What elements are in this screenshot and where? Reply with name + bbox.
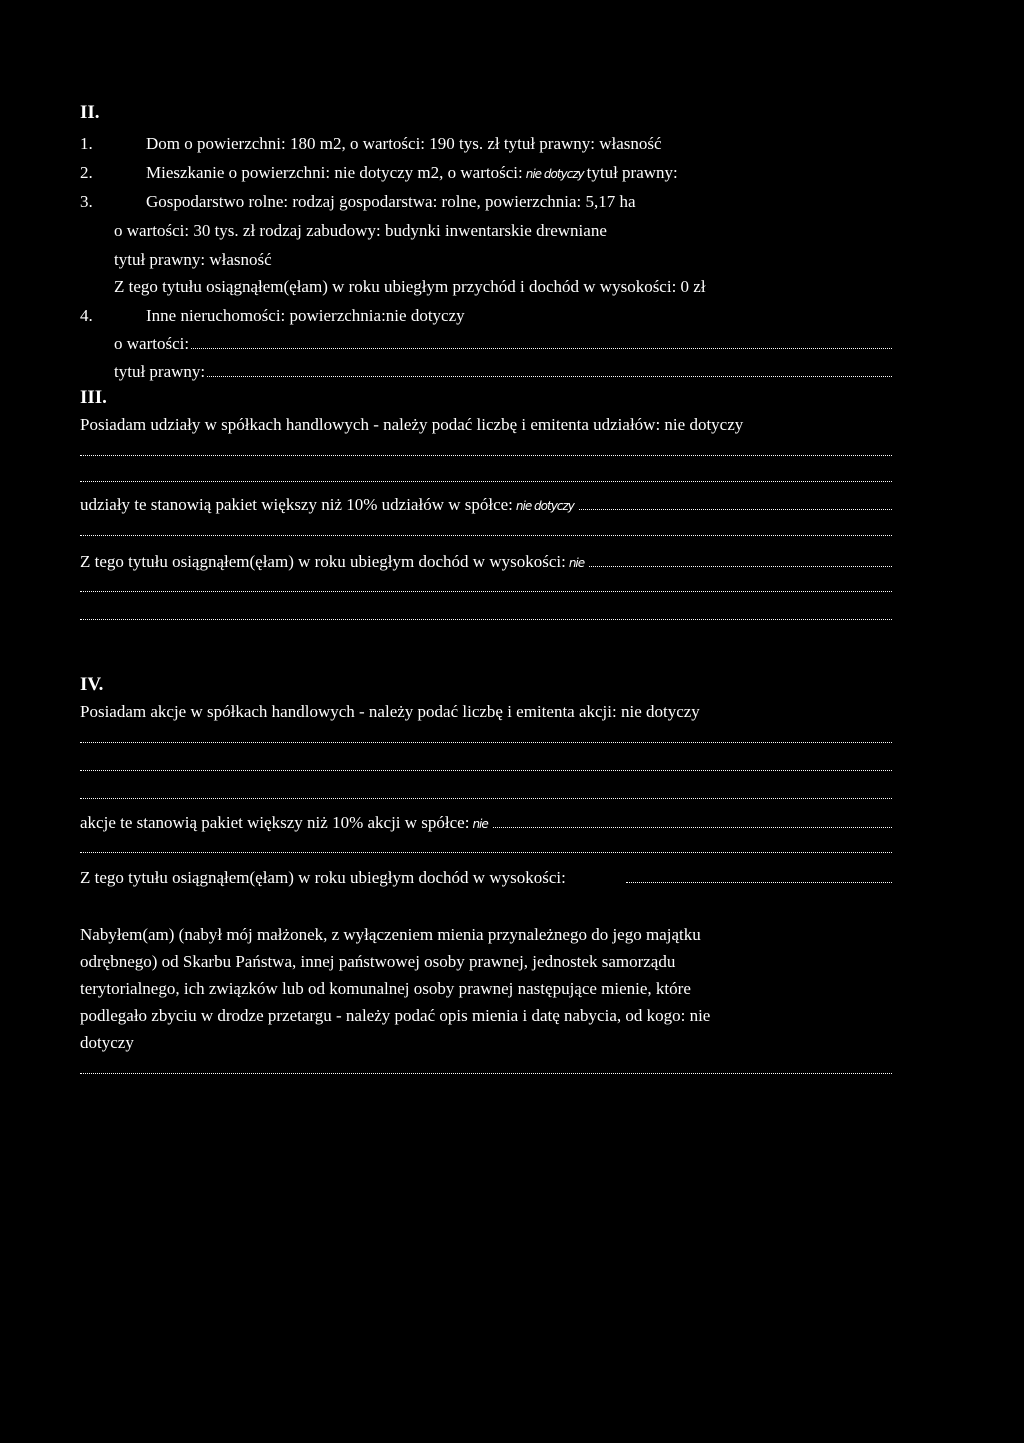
item-number: 4.: [80, 306, 93, 325]
item-text: Dom o powierzchni: 180 m2, o wartości: 190 tys. zł tytuł prawny: własność: [146, 134, 662, 153]
item-house: [80, 133, 892, 155]
dotted-leader: [191, 333, 892, 349]
dotted-line: [80, 619, 892, 620]
dotted-line: [80, 1073, 892, 1074]
handwritten-entry: nie: [568, 556, 585, 570]
handwritten-entry: nie dotyczy: [525, 167, 584, 181]
item-other-property: [80, 305, 892, 327]
farm-income-line: Z tego tytułu osiągnąłem(ęłam) w roku ubiegłym przychód i dochód w wysokości: 0 zł: [114, 277, 706, 296]
dotted-leader: [207, 361, 892, 377]
apartment-title-label: tytuł prawny:: [586, 163, 678, 182]
dotted-line: [80, 535, 892, 536]
handwritten-entry: nie: [472, 817, 488, 831]
stocks-income-line: [80, 867, 892, 889]
dotted-line: [80, 742, 892, 743]
stocks-income-label: Z tego tytułu osiągnąłem(ęłam) w roku ubiegłym dochód w wysokości:: [80, 868, 566, 887]
acquisition-paragraph: [80, 921, 860, 1056]
section-heading-4: IV.: [80, 674, 104, 695]
stocks-line: Posiadam akcje w spółkach handlowych - należy podać liczbę i emitenta akcji: nie dotyczy: [80, 702, 700, 721]
dotted-line: [80, 798, 892, 799]
paragraph-line: dotyczy: [80, 1033, 134, 1052]
dotted-leader: [493, 812, 892, 828]
item-apartment: [80, 162, 892, 184]
dotted-line: [80, 591, 892, 592]
shares-income-label: Z tego tytułu osiągnąłem(ęłam) w roku ubiegłym dochód w wysokości:: [80, 552, 566, 571]
dotted-leader: [579, 494, 892, 510]
dotted-line: [80, 852, 892, 853]
section-heading-2: II.: [80, 102, 100, 123]
shares-line: Posiadam udziały w spółkach handlowych - należy podać liczbę i emitenta udziałów: nie dotyczy: [80, 415, 744, 434]
item-text: Inne nieruchomości: powierzchnia:nie dotyczy: [146, 306, 465, 325]
item-number: 1.: [80, 134, 93, 153]
item-farm: [80, 191, 892, 213]
item-number: 2.: [80, 163, 93, 182]
dotted-line: [80, 770, 892, 771]
other-value-line: [114, 333, 892, 355]
dotted-line: [80, 455, 892, 456]
item-text: [146, 162, 678, 184]
other-title-line: [114, 361, 892, 383]
dotted-leader: [589, 551, 892, 567]
shares-income-line: [80, 551, 892, 573]
apartment-text: Mieszkanie o powierzchni: nie dotyczy m2, o wartości:: [146, 163, 523, 182]
dotted-line: [80, 481, 892, 482]
item-number: 3.: [80, 192, 93, 211]
stocks-package-line: [80, 812, 892, 834]
section-heading-3: III.: [80, 387, 107, 408]
paragraph-line: podlegało zbyciu w drodze przetargu - należy podać opis mienia i datę nabycia, od kogo: nie: [80, 1006, 711, 1025]
other-title-label: tytuł prawny:: [114, 362, 206, 381]
other-value-label: o wartości:: [114, 334, 190, 353]
item-text: Gospodarstwo rolne: rodzaj gospodarstwa: rolne, powierzchnia: 5,17 ha: [146, 192, 636, 211]
paragraph-line: Nabyłem(am) (nabył mój małżonek, z wyłączeniem mienia przynależnego do jego majątku: [80, 925, 701, 944]
shares-package-label: udziały te stanowią pakiet większy niż 10% udziałów w spółce:: [80, 495, 513, 514]
paragraph-line: terytorialnego, ich związków lub od komunalnej osoby prawnej następujące mienie, które: [80, 979, 691, 998]
shares-package-line: [80, 494, 892, 516]
stocks-package-label: akcje te stanowią pakiet większy niż 10% akcji w spółce:: [80, 813, 470, 832]
dotted-leader: [626, 867, 892, 883]
handwritten-entry: nie dotyczy: [515, 499, 574, 513]
farm-title-line: tytuł prawny: własność: [114, 250, 272, 269]
paragraph-line: odrębnego) od Skarbu Państwa, innej państwowej osoby prawnej, jednostek samorządu: [80, 952, 676, 971]
farm-value-line: o wartości: 30 tys. zł rodzaj zabudowy: budynki inwentarskie drewniane: [114, 221, 607, 240]
